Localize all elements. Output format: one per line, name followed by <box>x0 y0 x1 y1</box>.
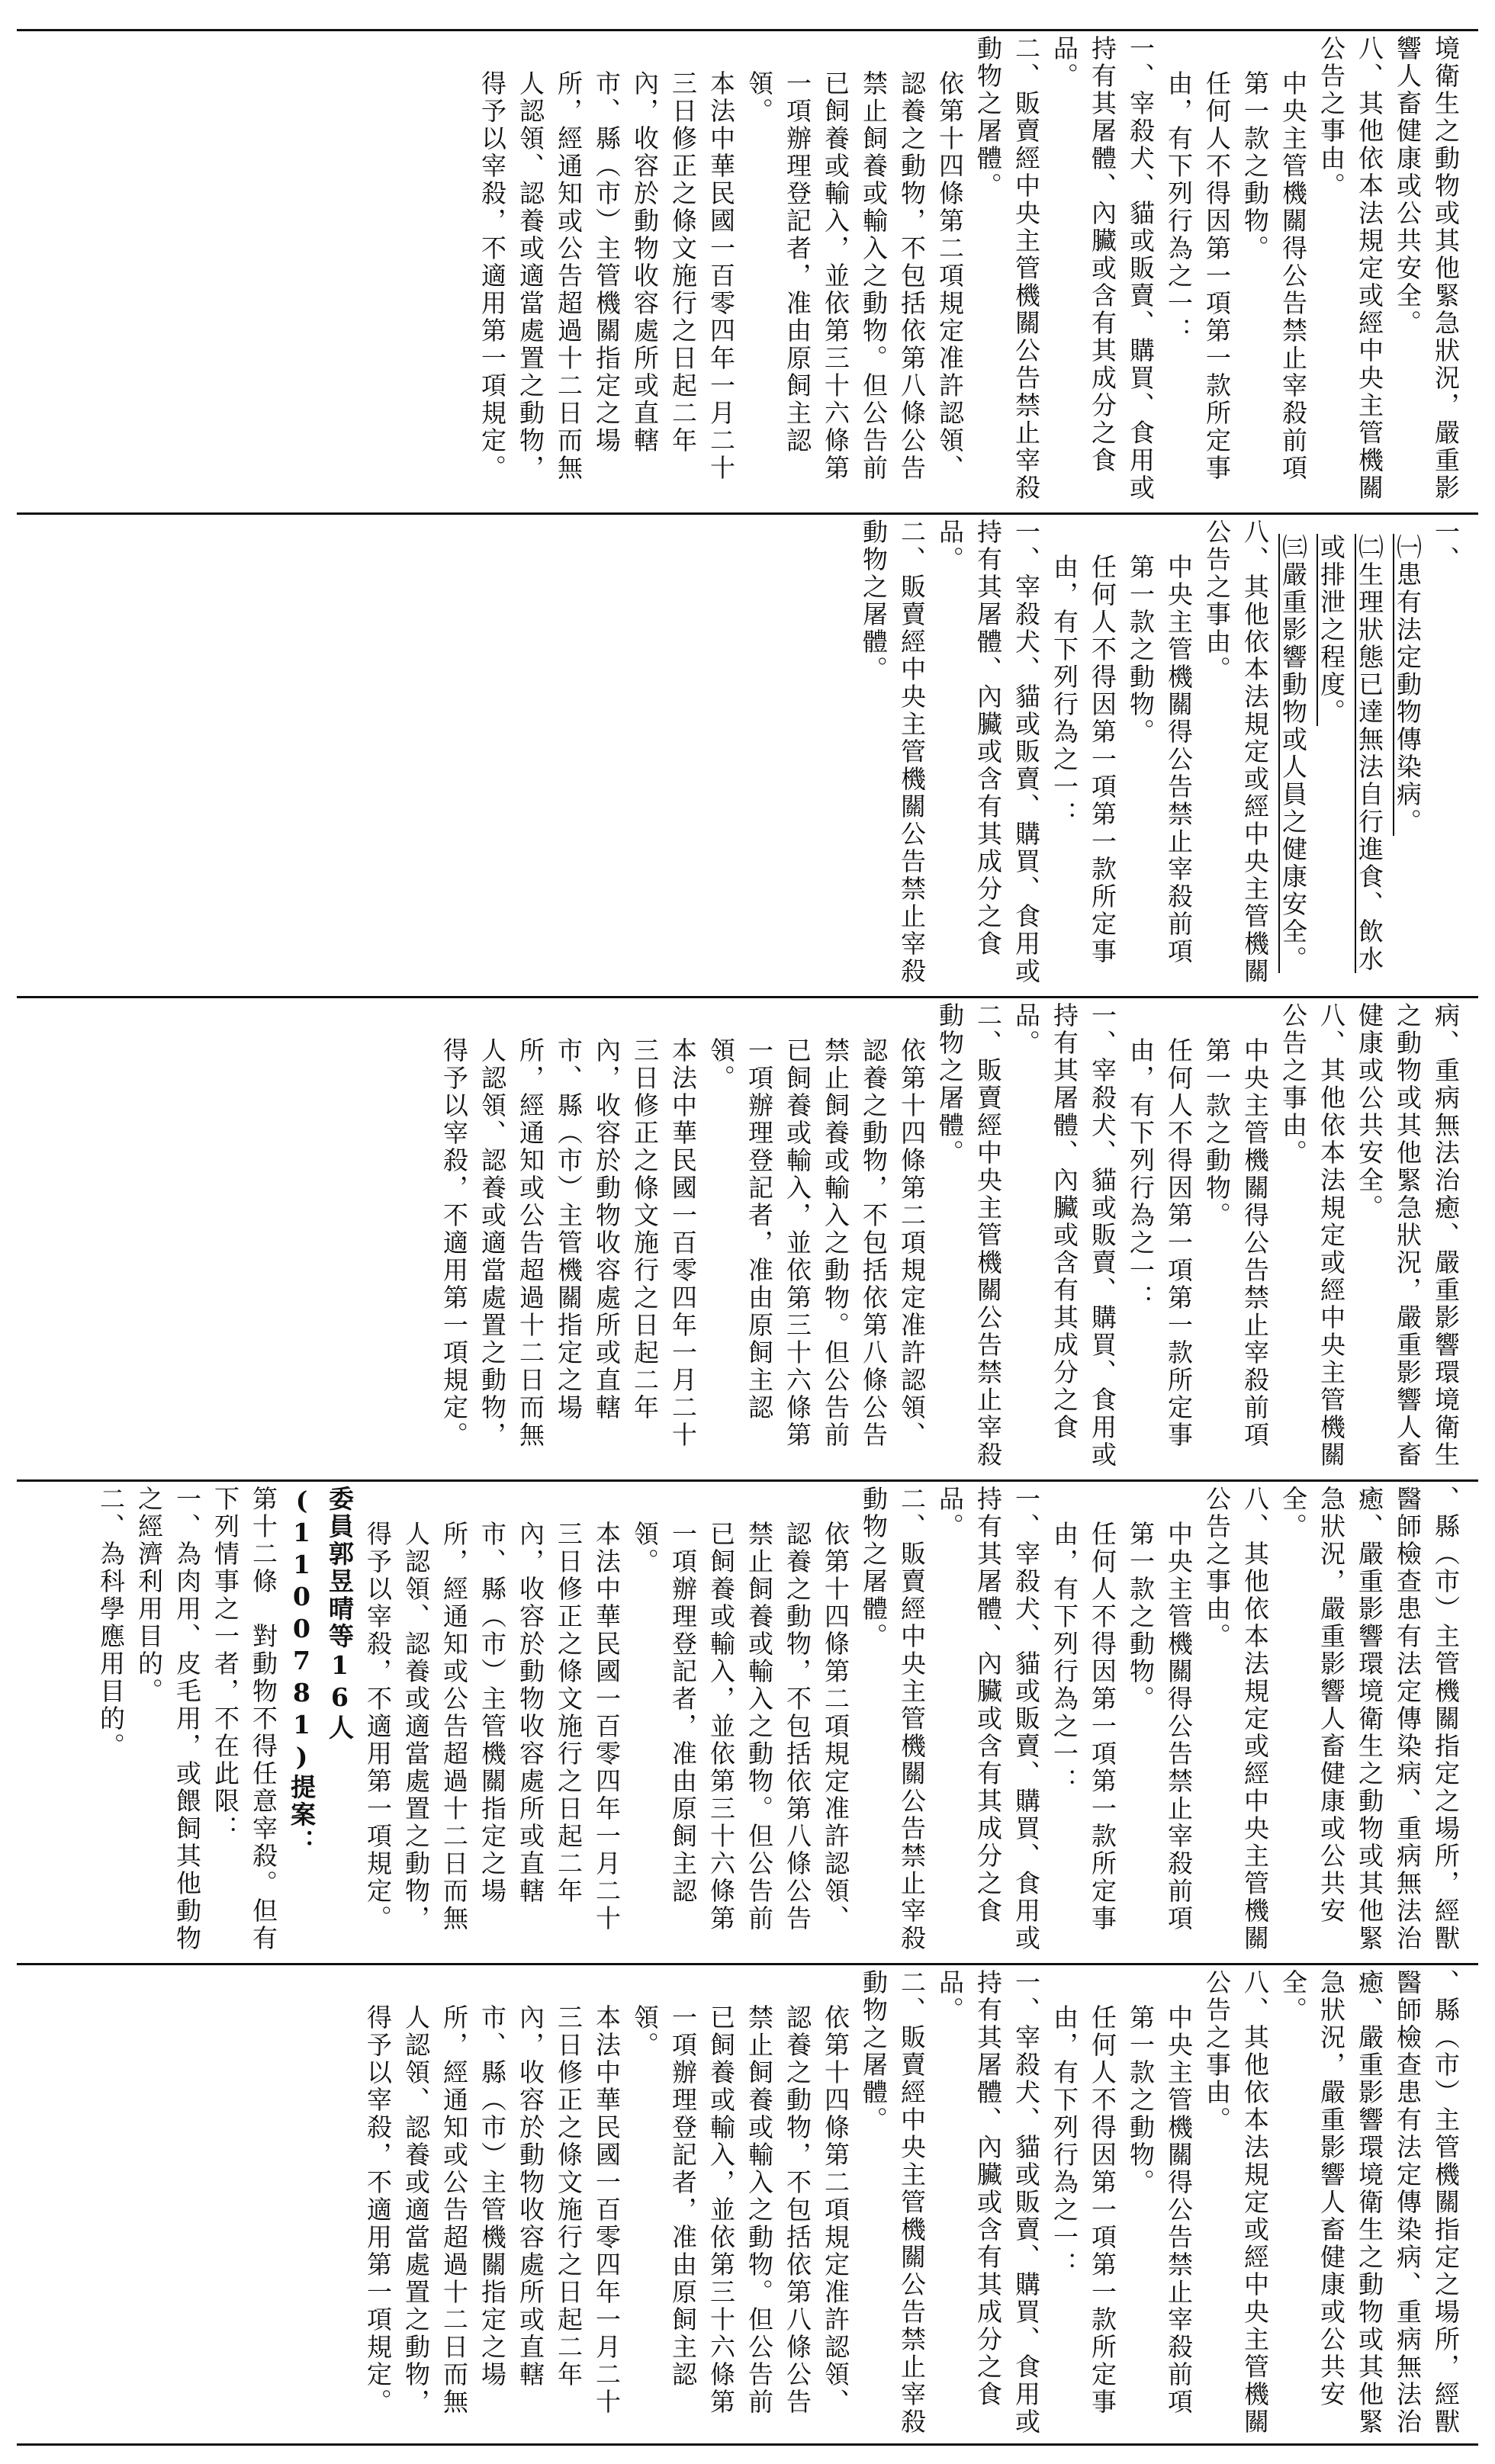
paragraph: 任何人不得因第一項第一款所定事由，有下列行為之一： <box>1164 70 1232 482</box>
paragraph: 八、其他依本法規定或經中央主管機關公告之事由。 <box>1317 35 1384 502</box>
paragraph: 中央主管機關得公告禁止宰殺前項第一款之動物。 <box>1240 70 1308 482</box>
section-5 <box>31 1969 1464 2439</box>
paragraph: 中央主管機關得公告禁止宰殺前項第一款之動物。 <box>1202 1037 1270 1449</box>
paragraph: 依第十四條第二項規定准許認領、認養之動物，不包括依第八條公告禁止飼養或輸入之動物。但公告前已飼養或輸入，並依第三十六條第一項辦理登記者，准由原飼主認領。 <box>706 1037 927 1449</box>
paragraph: 一、 <box>1431 519 1461 573</box>
paragraph: 中央主管機關得公告禁止宰殺前項第一款之動物。 <box>1126 2004 1194 2416</box>
paragraph: 、縣（市）主管機關指定之場所，經獸醫師檢查患有法定傳染病、重病無法治癒、嚴重影響環境衛生之動物或其他緊急狀況，嚴重影響人畜健康或公共安全。 <box>1278 1969 1461 2436</box>
paragraph: 一、宰殺犬、貓或販賣、購買、食用或持有其屠體、內臟或含有其成分之食品。 <box>935 519 1041 985</box>
paragraph: 八、其他依本法規定或經中央主管機關公告之事由。 <box>1202 519 1270 985</box>
section-2 <box>31 519 1464 991</box>
paragraph: 依第十四條第二項規定准許認領、認養之動物，不包括依第八條公告禁止飼養或輸入之動物。但公告前已飼養或輸入，並依第三十六條第一項辦理登記者，准由原飼主認領。 <box>630 1521 850 1932</box>
paragraph: 任何人不得因第一項第一款所定事由，有下列行為之一： <box>1126 1037 1194 1449</box>
paragraph: 本法中華民國一百零四年一月二十三日修正之條文施行之日起二年內，收容於動物收容處所或直轄市、縣（市）主管機關指定之場所，經通知或公告超過十二日而無人認領、認養或適當處置之動物，得予以宰殺，不適用第一項規定。 <box>363 2004 622 2416</box>
paragraph: 一、宰殺犬、貓或販賣、購買、食用或持有其屠體、內臟或含有其成分之食品。 <box>1011 1002 1117 1469</box>
paragraph: 一、宰殺犬、貓或販賣、購買、食用或持有其屠體、內臟或含有其成分之食品。 <box>935 1486 1041 1952</box>
paragraph: 二、販賣經中央主管機關公告禁止宰殺動物之屠體。 <box>859 1486 927 1952</box>
section-4-text <box>92 1486 1464 1958</box>
section-5-text <box>358 1969 1464 2439</box>
paragraph: 病、重病無法治癒、嚴重影響環境衛生之動物或其他緊急狀況，嚴重影響人畜健康或公共安全。 <box>1355 1002 1461 1469</box>
paragraph: 二、販賣經中央主管機關公告禁止宰殺動物之屠體。 <box>935 1002 1003 1469</box>
section-3 <box>31 1002 1464 1475</box>
bottom-rule <box>17 2443 1478 2446</box>
paragraph: 一、宰殺犬、貓或販賣、購買、食用或持有其屠體、內臟或含有其成分之食品。 <box>1050 35 1156 502</box>
paragraph: 任何人不得因第一項第一款所定事由，有下列行為之一： <box>1050 2004 1117 2416</box>
paragraph: 依第十四條第二項規定准許認領、認養之動物，不包括依第八條公告禁止飼養或輸入之動物。但公告前已飼養或輸入，並依第三十六條第一項辦理登記者，准由原飼主認領。 <box>630 2004 850 2416</box>
section-1 <box>31 35 1464 508</box>
paragraph: 境衛生之動物或其他緊急狀況，嚴重影響人畜健康或公共安全。 <box>1393 35 1461 502</box>
paragraph: 二、販賣經中央主管機關公告禁止宰殺動物之屠體。 <box>973 35 1041 502</box>
section-1-text <box>473 35 1464 508</box>
paragraph: 第十二條 對動物不得任意宰殺。但有下列情事之一者，不在此限： <box>211 1486 278 1952</box>
section-4 <box>31 1486 1464 1958</box>
paragraph: 本法中華民國一百零四年一月二十三日修正之條文施行之日起二年內，收容於動物收容處所或直轄市、縣（市）主管機關指定之場所，經通知或公告超過十二日而無人認領、認養或適當處置之動物，得予以宰殺，不適用第一項規定。 <box>439 1037 698 1449</box>
paragraph: 一、為肉用、皮毛用，或餵飼其他動物之經濟利用目的。 <box>134 1486 202 1952</box>
paragraph: 任何人不得因第一項第一款所定事由，有下列行為之一： <box>1050 1521 1117 1932</box>
paragraph: 任何人不得因第一項第一款所定事由，有下列行為之一： <box>1050 554 1117 965</box>
paragraph: 本法中華民國一百零四年一月二十三日修正之條文施行之日起二年內，收容於動物收容處所或直轄市、縣（市）主管機關指定之場所，經通知或公告超過十二日而無人認領、認養或適當處置之動物，得予以宰殺，不適用第一項規定。 <box>363 1521 622 1932</box>
paragraph: 二、販賣經中央主管機關公告禁止宰殺動物之屠體。 <box>859 1969 927 2436</box>
paragraph: 二、為科學應用目的。 <box>96 1486 126 1760</box>
paragraph: 、縣（市）主管機關指定之場所，經獸醫師檢查患有法定傳染病、重病無法治癒、嚴重影響環境衛生之動物或其他緊急狀況，嚴重影響人畜健康或公共安全。 <box>1278 1486 1461 1952</box>
paragraph: 本法中華民國一百零四年一月二十三日修正之條文施行之日起二年內，收容於動物收容處所或直轄市、縣（市）主管機關指定之場所，經通知或公告超過十二日而無人認領、認養或適當處置之動物，得予以宰殺，不適用第一項規定。 <box>477 70 736 482</box>
paragraph: 中央主管機關得公告禁止宰殺前項第一款之動物。 <box>1126 1521 1194 1932</box>
section-3-text <box>435 1002 1464 1475</box>
paragraph: 八、其他依本法規定或經中央主管機關公告之事由。 <box>1278 1002 1346 1469</box>
paragraph: 一、宰殺犬、貓或販賣、購買、食用或持有其屠體、內臟或含有其成分之食品。 <box>935 1969 1041 2436</box>
top-rule <box>17 29 1478 31</box>
paragraph: 依第十四條第二項規定准許認領、認養之動物，不包括依第八條公告禁止飼養或輸入之動物。但公告前已飼養或輸入，並依第三十六條第一項辦理登記者，准由原飼主認領。 <box>744 70 965 482</box>
section-divider <box>17 1479 1478 1482</box>
paragraph: 中央主管機關得公告禁止宰殺前項第一款之動物。 <box>1126 554 1194 965</box>
section-2-text <box>854 519 1464 991</box>
paragraph: 八、其他依本法規定或經中央主管機關公告之事由。 <box>1202 1486 1270 1952</box>
section-divider <box>17 1963 1478 1965</box>
paragraph: 二、販賣經中央主管機關公告禁止宰殺動物之屠體。 <box>859 519 927 985</box>
paragraph: 委員郭昱晴等16人(1100781)提案： <box>287 1486 355 1856</box>
section-divider <box>17 996 1478 998</box>
paragraph: ㈡生理狀態已達無法自行進食、飲水或排泄之程度。 <box>1317 534 1384 973</box>
paragraph: ㈠患有法定動物傳染病。 <box>1393 534 1423 836</box>
paragraph: 八、其他依本法規定或經中央主管機關公告之事由。 <box>1202 1969 1270 2436</box>
paragraph: ㈢嚴重影響動物或人員之健康安全。 <box>1278 534 1308 973</box>
section-divider <box>17 512 1478 515</box>
